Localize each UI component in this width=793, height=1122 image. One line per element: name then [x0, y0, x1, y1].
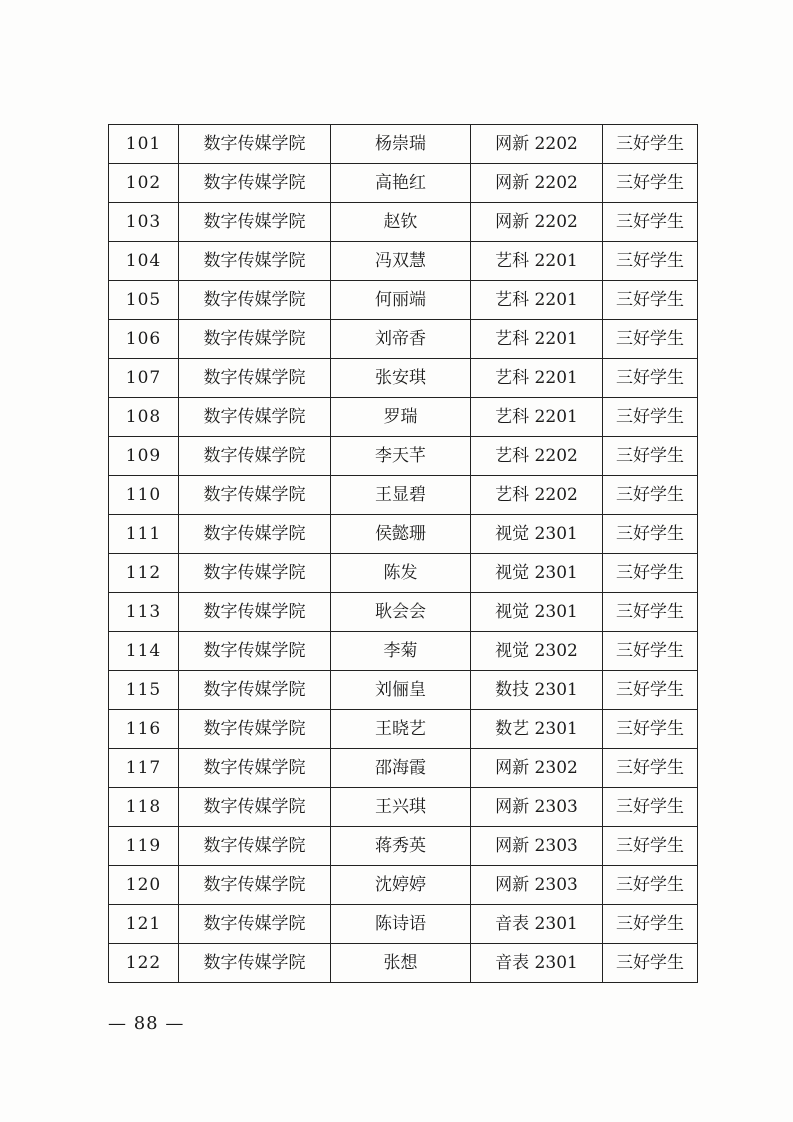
award-cell: 三好学生: [603, 398, 698, 437]
class-cell: 音表 2301: [471, 944, 603, 983]
class-cell: 视觉 2302: [471, 632, 603, 671]
table-row: [109, 359, 698, 398]
student-name-cell: 耿会会: [331, 593, 471, 632]
student-name-cell: 张想: [331, 944, 471, 983]
college-cell: 数字传媒学院: [179, 125, 331, 164]
serial-number-cell: 115: [109, 671, 179, 710]
student-name-cell: 王晓艺: [331, 710, 471, 749]
award-cell: 三好学生: [603, 905, 698, 944]
student-name-cell: 高艳红: [331, 164, 471, 203]
class-cell: 艺科 2202: [471, 437, 603, 476]
serial-number-cell: 110: [109, 476, 179, 515]
page-number: — 88 —: [108, 1013, 185, 1034]
college-cell: 数字传媒学院: [179, 476, 331, 515]
table-row: [109, 905, 698, 944]
class-cell: 网新 2302: [471, 749, 603, 788]
college-cell: 数字传媒学院: [179, 554, 331, 593]
student-name-cell: 杨崇瑞: [331, 125, 471, 164]
student-name-cell: 陈诗语: [331, 905, 471, 944]
student-name-cell: 何丽端: [331, 281, 471, 320]
table-row: [109, 710, 698, 749]
table-row: [109, 242, 698, 281]
class-cell: 艺科 2202: [471, 476, 603, 515]
class-cell: 艺科 2201: [471, 359, 603, 398]
college-cell: 数字传媒学院: [179, 827, 331, 866]
table-body: [109, 125, 698, 983]
serial-number-cell: 119: [109, 827, 179, 866]
award-cell: 三好学生: [603, 827, 698, 866]
student-name-cell: 刘俪皇: [331, 671, 471, 710]
serial-number-cell: 103: [109, 203, 179, 242]
student-name-cell: 王显碧: [331, 476, 471, 515]
student-name-cell: 邵海霞: [331, 749, 471, 788]
serial-number-cell: 107: [109, 359, 179, 398]
table-row: [109, 515, 698, 554]
college-cell: 数字传媒学院: [179, 359, 331, 398]
table-row: [109, 593, 698, 632]
serial-number-cell: 121: [109, 905, 179, 944]
student-name-cell: 侯懿珊: [331, 515, 471, 554]
class-cell: 艺科 2201: [471, 398, 603, 437]
table-row: [109, 866, 698, 905]
table-row: [109, 398, 698, 437]
serial-number-cell: 104: [109, 242, 179, 281]
award-cell: 三好学生: [603, 437, 698, 476]
class-cell: 网新 2202: [471, 203, 603, 242]
award-cell: 三好学生: [603, 203, 698, 242]
student-name-cell: 冯双慧: [331, 242, 471, 281]
class-cell: 艺科 2201: [471, 242, 603, 281]
serial-number-cell: 111: [109, 515, 179, 554]
serial-number-cell: 101: [109, 125, 179, 164]
table-row: [109, 164, 698, 203]
college-cell: 数字传媒学院: [179, 905, 331, 944]
college-cell: 数字传媒学院: [179, 788, 331, 827]
award-cell: 三好学生: [603, 944, 698, 983]
award-cell: 三好学生: [603, 281, 698, 320]
student-name-cell: 王兴琪: [331, 788, 471, 827]
serial-number-cell: 117: [109, 749, 179, 788]
serial-number-cell: 113: [109, 593, 179, 632]
table-row: [109, 788, 698, 827]
student-name-cell: 赵钦: [331, 203, 471, 242]
serial-number-cell: 118: [109, 788, 179, 827]
award-cell: 三好学生: [603, 125, 698, 164]
college-cell: 数字传媒学院: [179, 515, 331, 554]
class-cell: 视觉 2301: [471, 593, 603, 632]
college-cell: 数字传媒学院: [179, 632, 331, 671]
student-name-cell: 罗瑞: [331, 398, 471, 437]
serial-number-cell: 106: [109, 320, 179, 359]
college-cell: 数字传媒学院: [179, 671, 331, 710]
table-row: [109, 632, 698, 671]
class-cell: 音表 2301: [471, 905, 603, 944]
award-cell: 三好学生: [603, 593, 698, 632]
college-cell: 数字传媒学院: [179, 944, 331, 983]
award-cell: 三好学生: [603, 788, 698, 827]
serial-number-cell: 105: [109, 281, 179, 320]
class-cell: 数技 2301: [471, 671, 603, 710]
college-cell: 数字传媒学院: [179, 866, 331, 905]
student-name-cell: 沈婷婷: [331, 866, 471, 905]
college-cell: 数字传媒学院: [179, 398, 331, 437]
award-cell: 三好学生: [603, 866, 698, 905]
table-row: [109, 944, 698, 983]
award-cell: 三好学生: [603, 515, 698, 554]
award-cell: 三好学生: [603, 554, 698, 593]
table-row: [109, 827, 698, 866]
table-row: [109, 476, 698, 515]
award-cell: 三好学生: [603, 164, 698, 203]
award-cell: 三好学生: [603, 749, 698, 788]
college-cell: 数字传媒学院: [179, 242, 331, 281]
college-cell: 数字传媒学院: [179, 749, 331, 788]
table-row: [109, 437, 698, 476]
class-cell: 网新 2202: [471, 164, 603, 203]
student-name-cell: 蒋秀英: [331, 827, 471, 866]
student-name-cell: 李天芊: [331, 437, 471, 476]
award-cell: 三好学生: [603, 359, 698, 398]
class-cell: 网新 2303: [471, 827, 603, 866]
award-cell: 三好学生: [603, 242, 698, 281]
table-row: [109, 749, 698, 788]
class-cell: 视觉 2301: [471, 554, 603, 593]
college-cell: 数字传媒学院: [179, 593, 331, 632]
class-cell: 视觉 2301: [471, 515, 603, 554]
serial-number-cell: 102: [109, 164, 179, 203]
college-cell: 数字传媒学院: [179, 281, 331, 320]
student-name-cell: 李菊: [331, 632, 471, 671]
table-row: [109, 554, 698, 593]
table-row: [109, 203, 698, 242]
class-cell: 数艺 2301: [471, 710, 603, 749]
serial-number-cell: 122: [109, 944, 179, 983]
serial-number-cell: 120: [109, 866, 179, 905]
table-row: [109, 125, 698, 164]
award-cell: 三好学生: [603, 710, 698, 749]
serial-number-cell: 112: [109, 554, 179, 593]
college-cell: 数字传媒学院: [179, 320, 331, 359]
table-row: [109, 320, 698, 359]
award-cell: 三好学生: [603, 320, 698, 359]
table-row: [109, 281, 698, 320]
serial-number-cell: 114: [109, 632, 179, 671]
award-cell: 三好学生: [603, 632, 698, 671]
serial-number-cell: 116: [109, 710, 179, 749]
class-cell: 艺科 2201: [471, 281, 603, 320]
college-cell: 数字传媒学院: [179, 203, 331, 242]
student-name-cell: 张安琪: [331, 359, 471, 398]
award-cell: 三好学生: [603, 476, 698, 515]
student-name-cell: 陈发: [331, 554, 471, 593]
student-name-cell: 刘帝香: [331, 320, 471, 359]
college-cell: 数字传媒学院: [179, 437, 331, 476]
serial-number-cell: 108: [109, 398, 179, 437]
class-cell: 网新 2202: [471, 125, 603, 164]
class-cell: 网新 2303: [471, 788, 603, 827]
serial-number-cell: 109: [109, 437, 179, 476]
award-cell: 三好学生: [603, 671, 698, 710]
table-row: [109, 671, 698, 710]
class-cell: 网新 2303: [471, 866, 603, 905]
college-cell: 数字传媒学院: [179, 164, 331, 203]
class-cell: 艺科 2201: [471, 320, 603, 359]
student-award-table: [108, 124, 698, 983]
college-cell: 数字传媒学院: [179, 710, 331, 749]
